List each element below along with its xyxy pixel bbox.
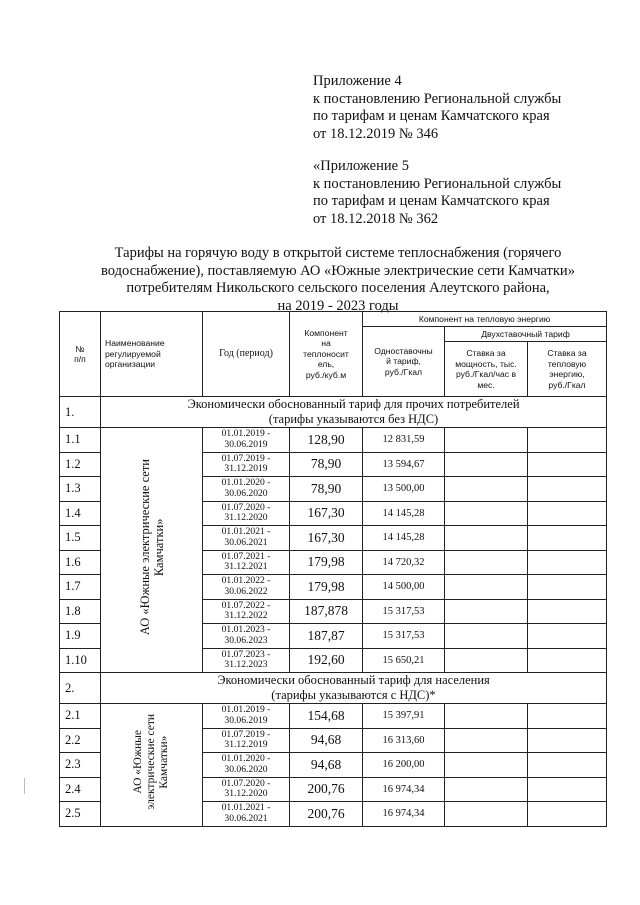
single-rate-tariff: 15 650,21 [363, 648, 445, 673]
single-rate-tariff: 14 145,28 [363, 501, 445, 526]
carrier-tariff: 78,90 [290, 477, 363, 502]
carrier-tariff: 179,98 [290, 550, 363, 575]
period: 01.01.2021 - 30.06.2021 [203, 526, 290, 551]
power-rate [445, 728, 528, 753]
section-number: 2. [60, 673, 101, 704]
carrier-tariff: 179,98 [290, 575, 363, 600]
energy-rate [528, 728, 607, 753]
tariff-table [59, 311, 607, 827]
period: 01.07.2023 - 31.12.2023 [203, 648, 290, 673]
period: 01.01.2020 - 30.06.2020 [203, 477, 290, 502]
carrier-tariff: 94,68 [290, 753, 363, 778]
power-rate [445, 526, 528, 551]
table-row [60, 428, 607, 453]
appendix-5-header [313, 158, 561, 228]
header-line: к постановлению Региональной службы [313, 175, 562, 192]
row-number: 2.5 [60, 802, 101, 827]
row-number: 1.9 [60, 624, 101, 649]
power-rate [445, 802, 528, 827]
period: 01.07.2020 - 31.12.2020 [203, 501, 290, 526]
power-rate [445, 648, 528, 673]
col-header-energy-rate: Ставка за тепловую энергию, руб./Гкал [528, 342, 607, 397]
appendix-4-header [313, 73, 561, 143]
col-header-number: № п/п [60, 312, 101, 397]
power-rate [445, 428, 528, 453]
section-number: 1. [60, 397, 101, 428]
single-rate-tariff: 16 974,34 [363, 777, 445, 802]
title-line: Тарифы на горячую воду в открытой системе теплоснабжения (горячего [114, 245, 562, 261]
power-rate [445, 599, 528, 624]
single-rate-tariff: 13 594,67 [363, 452, 445, 477]
header-line: от 18.12.2019 № 346 [313, 125, 439, 142]
scan-mark [24, 778, 25, 794]
power-rate [445, 753, 528, 778]
power-rate [445, 624, 528, 649]
energy-rate [528, 477, 607, 502]
single-rate-tariff: 15 397,91 [363, 704, 445, 729]
row-number: 1.1 [60, 428, 101, 453]
single-rate-tariff: 15 317,53 [363, 624, 445, 649]
header-line: от 18.12.2018 № 362 [313, 210, 439, 227]
period: 01.01.2021 - 30.06.2021 [203, 802, 290, 827]
energy-rate [528, 575, 607, 600]
energy-rate [528, 501, 607, 526]
section-header-row [60, 397, 607, 428]
row-number: 2.2 [60, 728, 101, 753]
carrier-tariff: 154,68 [290, 704, 363, 729]
row-number: 1.10 [60, 648, 101, 673]
table-row [60, 704, 607, 729]
energy-rate [528, 753, 607, 778]
power-rate [445, 704, 528, 729]
row-number: 1.3 [60, 477, 101, 502]
row-number: 1.7 [60, 575, 101, 600]
energy-rate [528, 777, 607, 802]
carrier-tariff: 94,68 [290, 728, 363, 753]
energy-rate [528, 624, 607, 649]
organization-name-text: АО «Южные электрические сети Камчатки» [137, 459, 166, 636]
carrier-tariff: 128,90 [290, 428, 363, 453]
period: 01.07.2020 - 31.12.2020 [203, 777, 290, 802]
power-rate [445, 550, 528, 575]
header-line: «Приложение 5 [313, 158, 409, 174]
title-line: на 2019 - 2023 годы [277, 297, 399, 314]
row-number: 1.5 [60, 526, 101, 551]
carrier-tariff: 187,878 [290, 599, 363, 624]
single-rate-tariff: 12 831,59 [363, 428, 445, 453]
row-number: 1.6 [60, 550, 101, 575]
power-rate [445, 452, 528, 477]
carrier-tariff: 167,30 [290, 501, 363, 526]
row-number: 1.2 [60, 452, 101, 477]
header-line: к постановлению Региональной службы [313, 90, 562, 107]
row-number: 2.3 [60, 753, 101, 778]
single-rate-tariff: 13 500,00 [363, 477, 445, 502]
energy-rate [528, 802, 607, 827]
power-rate [445, 777, 528, 802]
carrier-tariff: 78,90 [290, 452, 363, 477]
energy-rate [528, 599, 607, 624]
col-header-single-rate: Одноставочны й тариф, руб./Гкал [363, 327, 445, 397]
single-rate-tariff: 16 974,34 [363, 802, 445, 827]
carrier-tariff: 192,60 [290, 648, 363, 673]
power-rate [445, 501, 528, 526]
title-line: водоснабжение), поставляемую АО «Южные электрические сети Камчатки» [101, 262, 575, 279]
power-rate [445, 477, 528, 502]
period: 01.01.2023 - 30.06.2023 [203, 624, 290, 649]
single-rate-tariff: 14 720,32 [363, 550, 445, 575]
energy-rate [528, 704, 607, 729]
single-rate-tariff: 14 145,28 [363, 526, 445, 551]
energy-rate [528, 550, 607, 575]
section-title: Экономически обоснованный тариф для прочих потребителей (тарифы указываются без НДС) [101, 397, 607, 428]
period: 01.07.2022 - 31.12.2022 [203, 599, 290, 624]
col-header-carrier: Компонент на теплоносит ель, руб./куб.м [290, 312, 363, 397]
col-header-two-part: Двухставочный тариф [445, 327, 607, 342]
header-line: по тарифам и ценам Камчатского края [313, 193, 550, 209]
energy-rate [528, 648, 607, 673]
col-header-organization: Наименование регулируемой организации [101, 312, 203, 397]
period: 01.01.2022 - 30.06.2022 [203, 575, 290, 600]
col-header-period: Год (период) [203, 312, 290, 397]
period: 01.01.2020 - 30.06.2020 [203, 753, 290, 778]
row-number: 1.4 [60, 501, 101, 526]
organization-name [101, 704, 203, 827]
carrier-tariff: 187,87 [290, 624, 363, 649]
single-rate-tariff: 14 500,00 [363, 575, 445, 600]
power-rate [445, 575, 528, 600]
single-rate-tariff: 15 317,53 [363, 599, 445, 624]
organization-name [101, 428, 203, 673]
row-number: 2.4 [60, 777, 101, 802]
period: 01.07.2019 - 31.12.2019 [203, 452, 290, 477]
period: 01.01.2019 - 30.06.2019 [203, 428, 290, 453]
section-title: Экономически обоснованный тариф для населения (тарифы указываются с НДС)* [101, 673, 607, 704]
energy-rate [528, 526, 607, 551]
col-header-power-rate: Ставка за мощность, тыс. руб./Гкал/час в мес. [445, 342, 528, 397]
period: 01.07.2019 - 31.12.2019 [203, 728, 290, 753]
header-line: Приложение 4 [313, 73, 402, 89]
energy-rate [528, 428, 607, 453]
section-header-row [60, 673, 607, 704]
document-title [70, 245, 606, 315]
row-number: 1.8 [60, 599, 101, 624]
col-header-energy: Компонент на тепловую энергию [363, 312, 607, 327]
period: 01.07.2021 - 31.12.2021 [203, 550, 290, 575]
row-number: 2.1 [60, 704, 101, 729]
period: 01.01.2019 - 30.06.2019 [203, 704, 290, 729]
carrier-tariff: 200,76 [290, 802, 363, 827]
carrier-tariff: 200,76 [290, 777, 363, 802]
carrier-tariff: 167,30 [290, 526, 363, 551]
organization-name-text: АО «Южные электрические сети Камчатки» [132, 714, 170, 811]
single-rate-tariff: 16 200,00 [363, 753, 445, 778]
title-line: потребителям Никольского сельского поселения Алеутского района, [126, 280, 550, 296]
single-rate-tariff: 16 313,60 [363, 728, 445, 753]
energy-rate [528, 452, 607, 477]
header-line: по тарифам и ценам Камчатского края [313, 108, 550, 124]
